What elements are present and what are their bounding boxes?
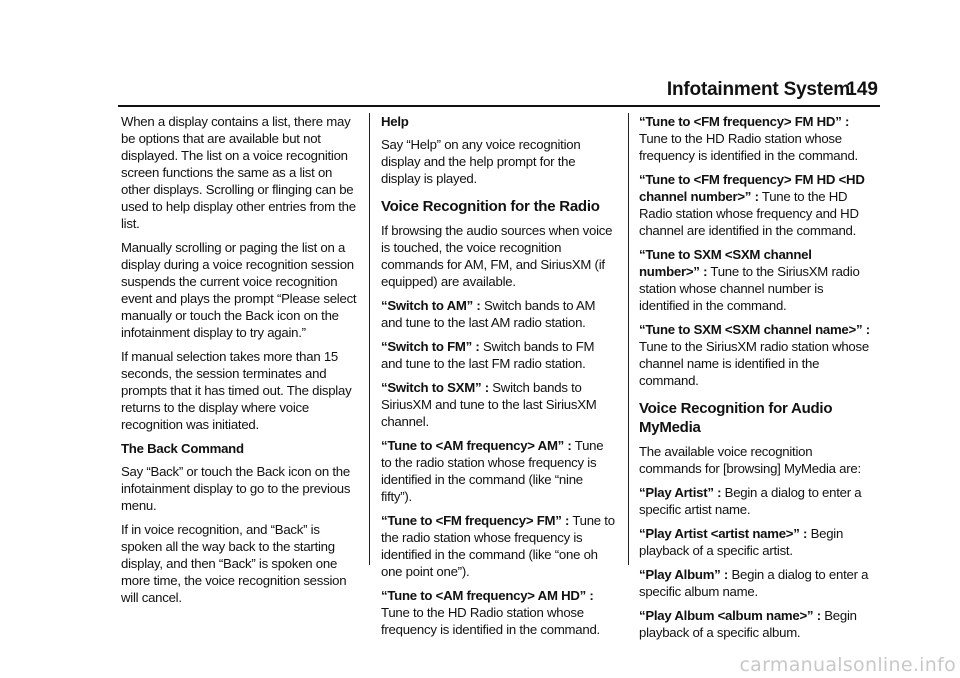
paragraph: The available voice recognition commands for [browsing] MyMedia are: — [639, 444, 861, 476]
command-term: “Tune to SXM <SXM channel name>” : — [639, 322, 870, 337]
command-term: “Tune to <FM frequency> FM HD <HD channel number>” : — [639, 172, 865, 204]
command-item — [639, 171, 875, 239]
command-term: “Tune to <AM frequency> AM HD” : — [381, 588, 594, 603]
command-desc: Tune to the radio station whose frequency is identified in the command (like “one oh one point one”). — [381, 513, 615, 579]
command-item — [381, 338, 617, 372]
watermark: carmanualsonline.info — [739, 654, 956, 676]
command-desc: Begin a dialog to enter a specific artist name. — [639, 485, 862, 517]
command-term: “Switch to FM” : — [381, 339, 480, 354]
command-term: “Play Album” : — [639, 567, 729, 582]
command-term: “Tune to <FM frequency> FM” : — [381, 513, 570, 528]
command-term: “Switch to SXM” : — [381, 380, 489, 395]
section-title: Infotainment System — [666, 79, 850, 100]
column-2 — [381, 113, 617, 645]
command-desc: Begin playback of a specific artist. — [639, 526, 844, 558]
paragraph: Say “Back” or touch the Back icon on the infotainment display to go to the previous menu. — [121, 464, 351, 513]
command-item — [381, 297, 617, 331]
column-3 — [639, 113, 875, 648]
column-divider — [369, 113, 370, 565]
command-term: “Tune to <AM frequency> AM” : — [381, 438, 572, 453]
command-item — [381, 587, 617, 638]
command-desc: Tune to the SiriusXM radio station whose channel name is identified in the command. — [639, 339, 869, 388]
command-term: “Switch to AM” : — [381, 298, 481, 313]
paragraph: If manual selection takes more than 15 seconds, the session terminates and prompts that it has timed out. The display returns to the display where voice recognition was initiated. — [121, 349, 352, 432]
subheading-back-command: The Back Command — [121, 441, 244, 456]
command-desc: Tune to the HD Radio station whose frequency is identified in the command. — [381, 605, 600, 637]
command-desc: Switch bands to AM and tune to the last AM radio station. — [381, 298, 596, 330]
command-item — [639, 321, 875, 389]
command-desc: Tune to the HD Radio station whose frequency is identified in the command. — [639, 131, 858, 163]
command-desc: Tune to the radio station whose frequency is identified in the command (like “nine fifty”). — [381, 438, 604, 504]
command-item — [639, 525, 875, 559]
command-term: “Tune to <FM frequency> FM HD” : — [639, 114, 850, 129]
command-item — [381, 437, 617, 505]
header-rule — [118, 105, 880, 107]
command-desc: Tune to the SiriusXM radio station whose channel number is identified in the command. — [639, 264, 860, 313]
command-term: “Tune to SXM <SXM channel number>” : — [639, 247, 812, 279]
subheading-help: Help — [381, 114, 409, 129]
paragraph: If in voice recognition, and “Back” is spoken all the way back to the starting display, and then “Back” is spoken one more time, the voice recognition session will cancel. — [121, 522, 347, 605]
command-term: “Play Album <album name>” : — [639, 608, 821, 623]
command-desc: Begin a dialog to enter a specific album name. — [639, 567, 869, 599]
paragraph: When a display contains a list, there may be options that are available but not displayed. The list on a voice recognition screen functions the same as a list on other displays. Scrolling or flinging can be used to help display other entries from the list. — [121, 114, 356, 231]
command-item — [381, 379, 617, 430]
paragraph: If browsing the audio sources when voice is touched, the voice recognition commands for AM, FM, and SiriusXM (if equipped) are available. — [381, 223, 613, 289]
column-divider — [628, 113, 629, 565]
command-desc: Switch bands to SiriusXM and tune to the last SiriusXM channel. — [381, 380, 597, 429]
command-desc: Tune to the HD Radio station whose frequency and HD channel are identified in the command. — [639, 189, 859, 238]
heading-radio: Voice Recognition for the Radio — [381, 198, 600, 215]
command-item — [381, 512, 617, 580]
command-desc: Begin playback of a specific album. — [639, 608, 857, 640]
column-1 — [121, 113, 357, 613]
command-item — [639, 246, 875, 314]
paragraph: Manually scrolling or paging the list on a display during a voice recognition session suspends the current voice recognition event and plays the prompt “Please select manually or touch the Back icon on the infotainment display to try again.” — [121, 240, 357, 340]
command-term: “Play Artist <artist name>” : — [639, 526, 808, 541]
command-desc: Switch bands to FM and tune to the last FM radio station. — [381, 339, 595, 371]
page-header — [0, 75, 960, 105]
paragraph: Say “Help” on any voice recognition display and the help prompt for the display is played. — [381, 137, 581, 186]
command-item — [639, 607, 875, 641]
command-item — [639, 484, 875, 518]
command-item — [639, 113, 875, 164]
command-term: “Play Artist” : — [639, 485, 722, 500]
page-number: 149 — [846, 79, 878, 100]
heading-mymedia: Voice Recognition for Audio MyMedia — [639, 400, 833, 436]
command-item — [639, 566, 875, 600]
